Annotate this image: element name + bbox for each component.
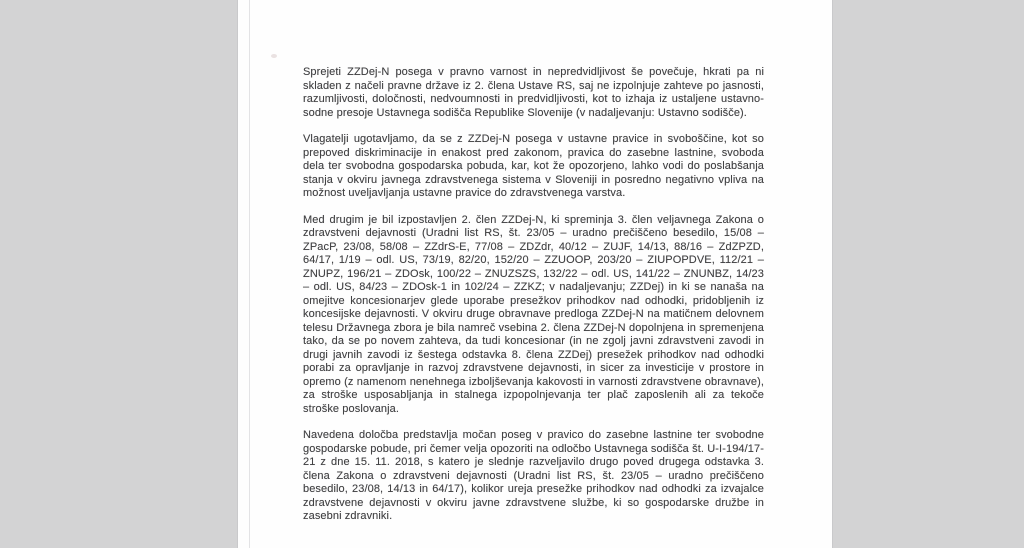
- scan-artifact: [271, 54, 277, 58]
- page-text: [303, 66, 764, 524]
- paragraph-4: Navedena določba predstavlja močan poseg v pravico do zasebne lastnine ter svobodne gospodarske pobude, pri čemer velja opozoriti na odločbo Ustavnega sodišča št. U-I-194/17-21 z dne 15. 11. 2018, s katero je slednje razveljavilo drugo poved drugega odstavka 3. člena Zakona o zdravstveni dejavnosti (Uradni list RS, št. 23/05 – uradno prečiščeno besedilo, 23/08, 14/13 in 64/17), kolikor ureja presežke prihodkov nad odhodki za izvajalce zdravstvene dejavnosti v okviru javne zdravstvene službe, ki so gospodarske družbe in zasebni zdravniki.: [303, 429, 764, 522]
- page-fold-line: [249, 0, 250, 548]
- document-page: [237, 0, 833, 548]
- paragraph-3: Med drugim je bil izpostavljen 2. člen ZZDej-N, ki spreminja 3. člen veljavnega Zakona o zdravstveni dejavnosti (Uradni list RS, št. 23/05 – uradno prečiščeno besedilo, 15/08 – ZPacP, 23/08, 58/08 – ZZdrS-E, 77/08 – ZDZdr, 40/12 – ZUJF, 14/13, 88/16 – ZdZPZD, 64/17, 1/19 – odl. US, 73/19, 82/20, 152/20 – ZZUOOP, 203/20 – ZIUPOPDVE, 112/21 – ZNUPZ, 196/21 – ZDOsk, 100/22 – ZNUZSZS, 132/22 – odl. US, 141/22 – ZNUNBZ, 14/23 – odl. US, 84/23 – ZDOsk-1 in 102/24 – ZZKZ; v nadaljevanju; ZZDej) in ki se nanaša na omejitve koncesionarjev glede uporabe presežkov prihodkov nad odhodki, pridobljenih iz koncesijske dejavnosti. V okviru druge obravnave predloga ZZDej-N na matičnem delovnem telesu Državnega zbora je bila namreč vsebina 2. člena ZZDej-N dopolnjena in spremenjena tako, da se po novem zahteva, da tudi koncesionar (in ne zgolj javni zdravstveni zavodi in drugi javnih zavodi iz šestega odstavka 8. člena ZZDej) presežek prihodkov nad odhodki porabi za opravljanje in razvoj zdravstvene dejavnosti, in sicer za investicije v prostore in opremo (z namenom nenehnega izboljševanja kakovosti in varnosti zdravstvene obravnave), za stroške usposabljanja in stalnega izpopolnjevanja ter plač zaposlenih ali za tekoče stroške poslovanja.: [303, 213, 764, 415]
- paragraph-2: Vlagatelji ugotavljamo, da se z ZZDej-N posega v ustavne pravice in svoboščine, kot so prepoved diskriminacije in enakost pred zakonom, pravica do zasebne lastnine, svoboda dela ter svobodna gospodarska pobuda, kar, kot že opozorjeno, lahko vodi do poslabšanja stanja v okviru javnega zdravstvenega sistema v Sloveniji in posredno negativno vpliva na možnost uveljavljanja ustavne pravice do zdravstvenega varstva.: [303, 133, 764, 199]
- paragraph-1: Sprejeti ZZDej-N posega v pravno varnost in nepredvidljivost še povečuje, hkrati pa ni skladen z načeli pravne države iz 2. člena Ustave RS, saj ne izpolnjuje zahteve po jasnosti, razumljivosti, določnosti, nedvoumnosti in predvidljivosti, kot to izhaja iz ustaljene ustavno-sodne presoje Ustavnega sodišča Republike Slovenije (v nadaljevanju: Ustavno sodišče).: [303, 66, 764, 119]
